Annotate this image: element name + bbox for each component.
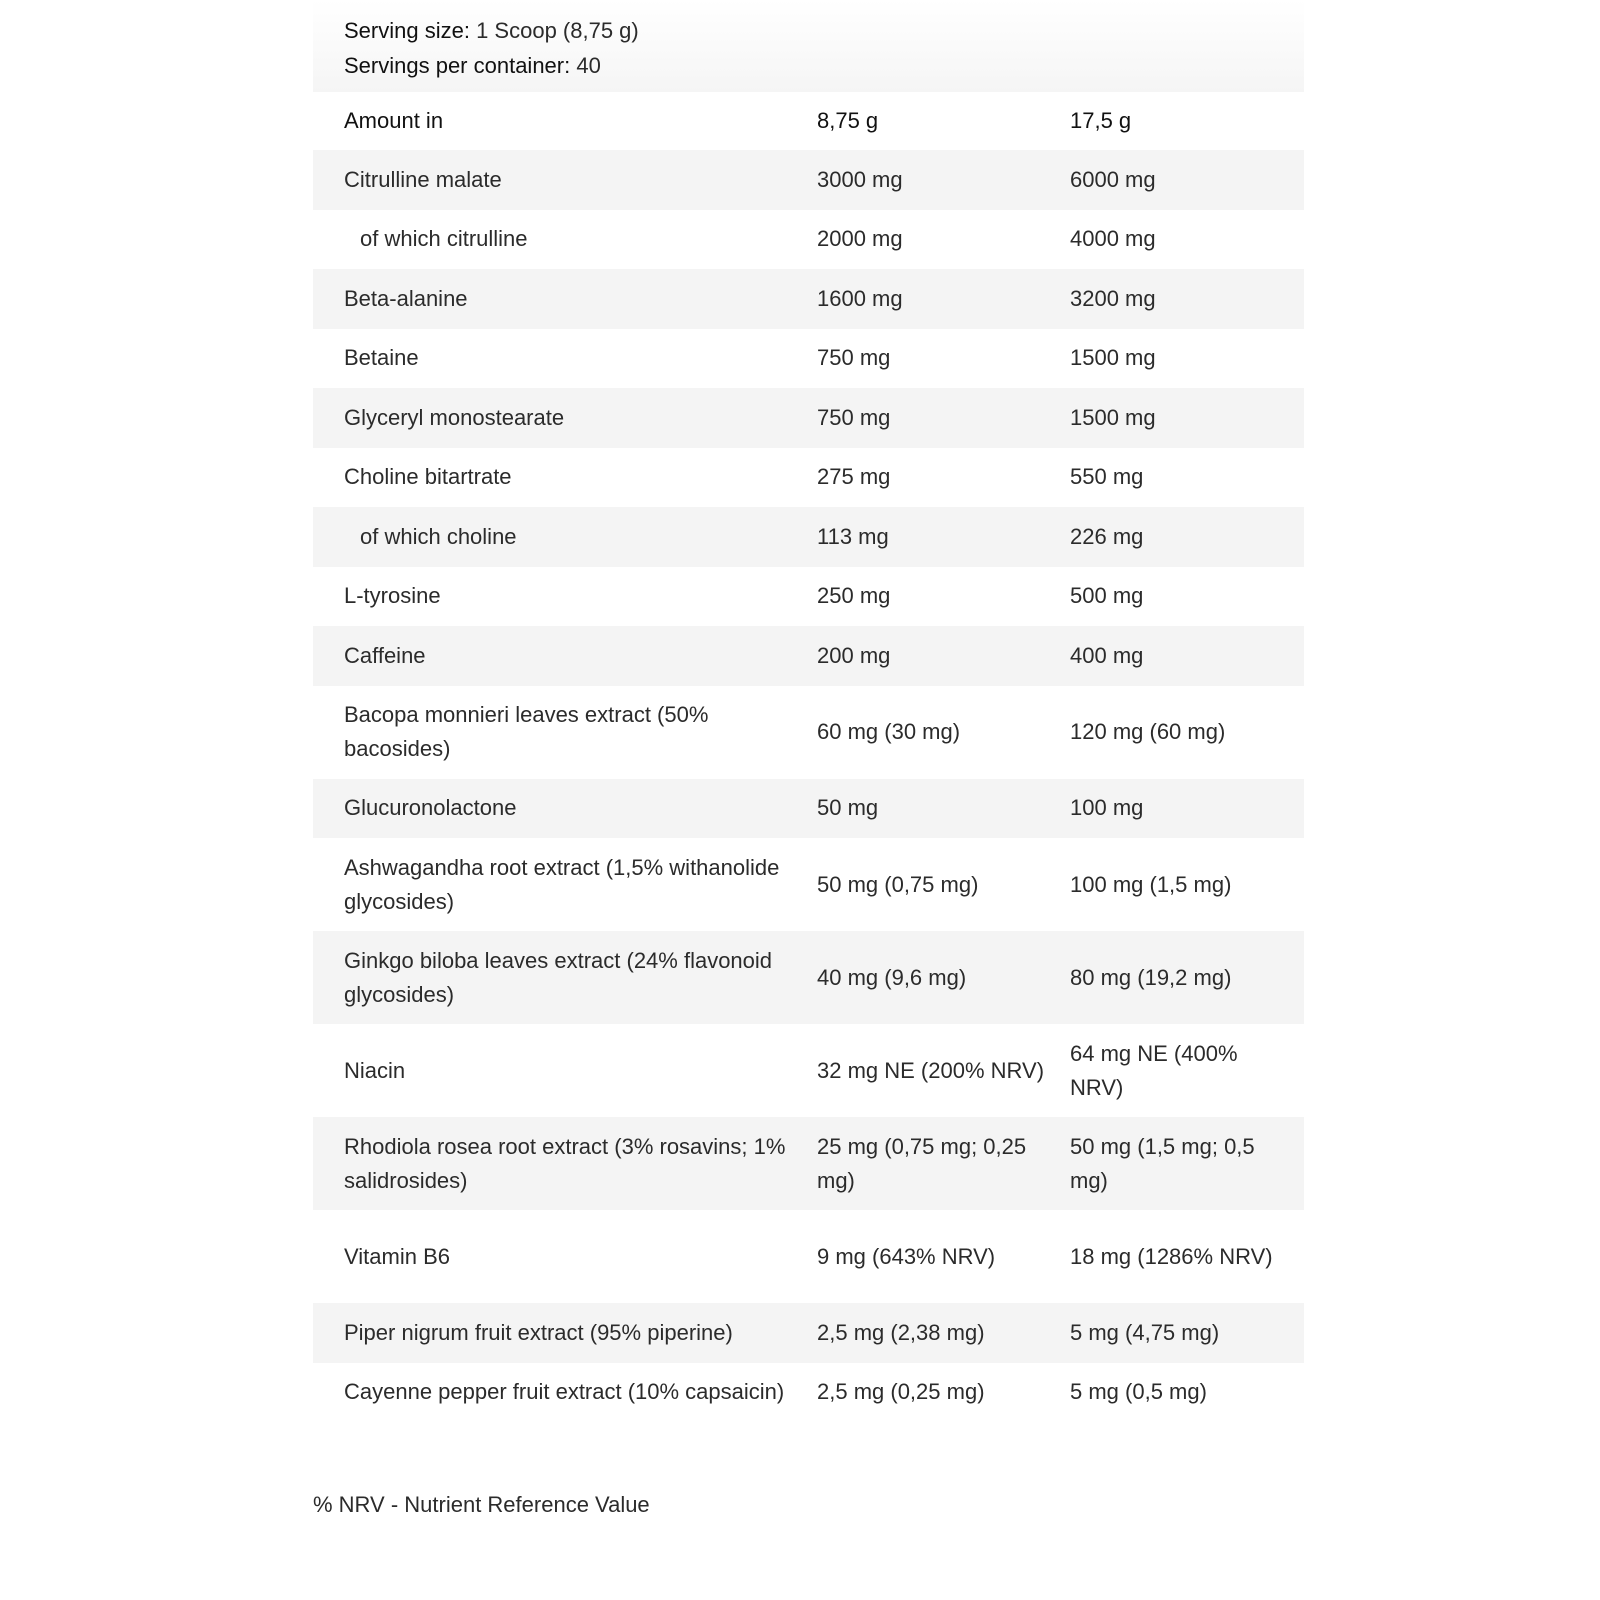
table-row	[313, 1303, 1304, 1363]
table-row	[313, 626, 1304, 686]
amount-double: 80 mg (19,2 mg)	[1070, 964, 1232, 990]
amount-single: 50 mg (0,75 mg)	[817, 871, 979, 897]
table-header-row	[313, 92, 1304, 150]
amount-single: 40 mg (9,6 mg)	[817, 964, 967, 990]
amount-double: 5 mg (0,5 mg)	[1070, 1379, 1207, 1405]
amount-double: 64 mg NE (400% NRV)	[1070, 1040, 1238, 1100]
ingredient-name: Rhodiola rosea root extract (3% rosavins; 1% salidrosides)	[344, 1133, 786, 1193]
amount-single: 25 mg (0,75 mg; 0,25 mg)	[817, 1133, 1027, 1193]
amount-single: 750 mg	[817, 345, 891, 371]
ingredient-name: Glyceryl monostearate	[344, 404, 565, 430]
header-double-serving: 17,5 g	[1070, 108, 1132, 133]
amount-double: 50 mg (1,5 mg; 0,5 mg)	[1070, 1133, 1255, 1193]
amount-single: 9 mg (643% NRV)	[817, 1243, 996, 1269]
ingredient-name: Ginkgo biloba leaves extract (24% flavonoid glycosides)	[344, 947, 773, 1007]
amount-double: 500 mg	[1070, 583, 1144, 609]
ingredient-name: Vitamin B6	[344, 1243, 450, 1269]
ingredient-name: Bacopa monnieri leaves extract (50% bacosides)	[344, 702, 709, 761]
ingredient-name: Glucuronolactone	[344, 795, 517, 821]
table-row	[313, 1210, 1304, 1303]
amount-double: 4000 mg	[1070, 226, 1156, 252]
amount-single: 2,5 mg (2,38 mg)	[817, 1319, 985, 1345]
table-row	[313, 1117, 1304, 1210]
amount-single: 113 mg	[817, 523, 889, 549]
table-row	[313, 150, 1304, 210]
ingredient-name: Piper nigrum fruit extract (95% piperine)	[344, 1319, 733, 1345]
ingredient-name: Caffeine	[344, 642, 426, 668]
header-amount-in: Amount in	[344, 108, 444, 133]
serving-size	[344, 13, 1304, 48]
amount-double: 18 mg (1286% NRV)	[1070, 1243, 1273, 1269]
amount-single: 250 mg	[817, 583, 891, 609]
ingredient-name: Beta-alanine	[344, 285, 468, 311]
amount-double: 1500 mg	[1070, 404, 1156, 430]
amount-double: 1500 mg	[1070, 345, 1156, 371]
table-row	[313, 779, 1304, 839]
servings-per-container-value: 40	[576, 53, 601, 78]
ingredient-name: of which citrulline	[360, 226, 528, 252]
amount-single: 200 mg	[817, 642, 891, 668]
amount-single: 32 mg NE (200% NRV)	[817, 1057, 1045, 1083]
ingredient-name: Choline bitartrate	[344, 464, 512, 490]
table-row	[313, 388, 1304, 448]
ingredient-name: L-tyrosine	[344, 583, 441, 609]
amount-double: 3200 mg	[1070, 285, 1156, 311]
amount-single: 1600 mg	[817, 285, 903, 311]
header-single-serving: 8,75 g	[817, 108, 879, 133]
table-row	[313, 567, 1304, 627]
nutrition-table	[313, 92, 1304, 1422]
amount-double: 400 mg	[1070, 642, 1144, 668]
nrv-footnote: % NRV - Nutrient Reference Value	[313, 1492, 650, 1517]
serving-size-label: Serving size:	[344, 18, 470, 43]
amount-double: 120 mg (60 mg)	[1070, 719, 1226, 744]
nutrition-facts-panel	[313, 0, 1304, 1422]
amount-single: 50 mg	[817, 795, 879, 821]
ingredient-name: Betaine	[344, 345, 419, 371]
amount-double: 6000 mg	[1070, 166, 1156, 192]
amount-double: 550 mg	[1070, 464, 1144, 490]
ingredient-name: Ashwagandha root extract (1,5% withanolide glycosides)	[344, 854, 780, 914]
table-row	[313, 1363, 1304, 1423]
ingredient-name: of which choline	[360, 523, 517, 549]
amount-single: 275 mg	[817, 464, 891, 490]
amount-double: 100 mg (1,5 mg)	[1070, 871, 1232, 897]
amount-double: 226 mg	[1070, 523, 1144, 549]
table-row	[313, 507, 1304, 567]
table-row	[313, 329, 1304, 389]
servings-per-container	[344, 48, 1304, 83]
amount-double: 100 mg	[1070, 795, 1144, 821]
amount-single: 750 mg	[817, 404, 891, 430]
amount-single: 3000 mg	[817, 166, 903, 192]
amount-single: 2000 mg	[817, 226, 903, 252]
serving-size-value: 1 Scoop (8,75 g)	[476, 18, 639, 43]
table-row	[313, 269, 1304, 329]
servings-per-container-label: Servings per container:	[344, 53, 571, 78]
amount-single: 60 mg (30 mg)	[817, 719, 961, 744]
table-row	[313, 686, 1304, 779]
serving-info	[313, 0, 1304, 92]
table-row	[313, 1024, 1304, 1117]
table-row	[313, 931, 1304, 1024]
ingredient-name: Citrulline malate	[344, 166, 502, 192]
amount-double: 5 mg (4,75 mg)	[1070, 1319, 1220, 1345]
table-row	[313, 838, 1304, 931]
table-row	[313, 210, 1304, 270]
amount-single: 2,5 mg (0,25 mg)	[817, 1379, 985, 1405]
table-row	[313, 448, 1304, 508]
ingredient-name: Niacin	[344, 1057, 406, 1083]
ingredient-name: Cayenne pepper fruit extract (10% capsaicin)	[344, 1379, 785, 1405]
